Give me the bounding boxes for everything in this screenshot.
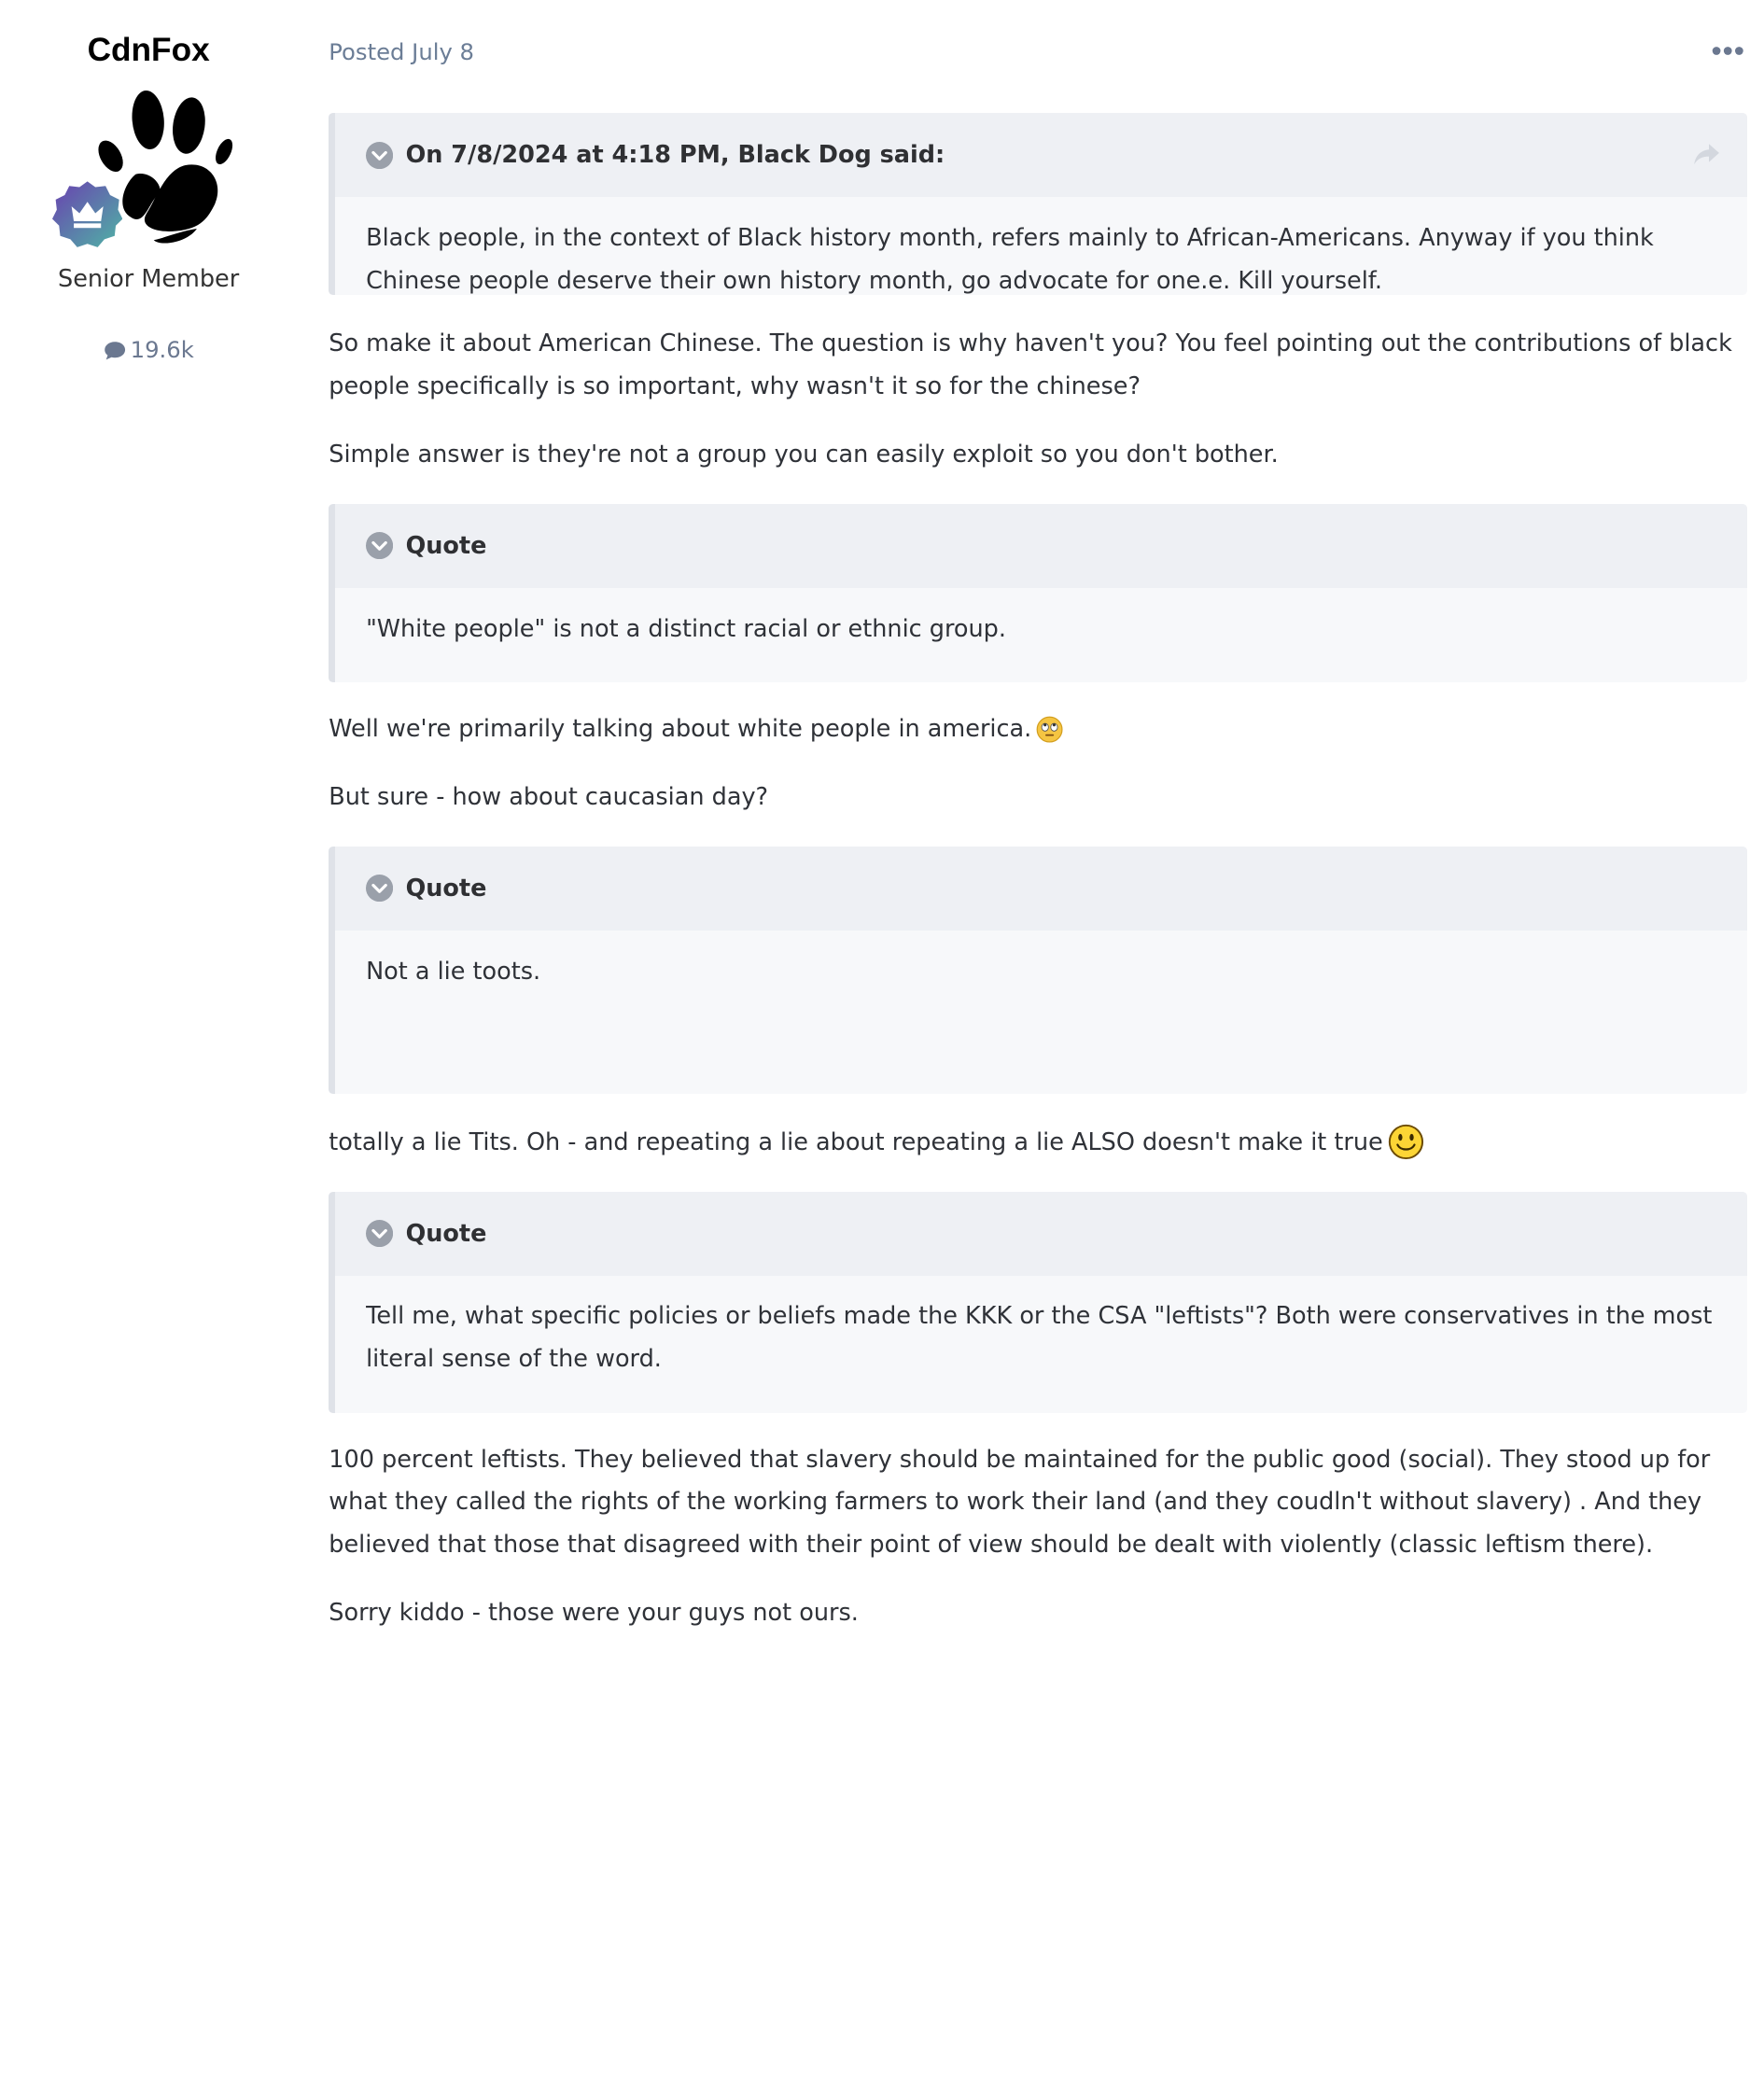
quote-header[interactable] [335,1192,1747,1276]
quote-text: Black people, in the context of Black history month, refers mainly to African-Americans. Anyway if you think Chinese people deserve their own history month, go advocate for one.e. Kill yourself. [366,224,1654,295]
more-options-icon[interactable] [1711,43,1744,59]
post-paragraph-text: Well we're primarily talking about white people in america. [329,714,1032,743]
post-content [329,0,1747,1635]
crown-badge-icon [52,179,122,249]
quote-header[interactable] [335,847,1747,931]
quote-block [329,1192,1747,1413]
post-date[interactable]: Posted July 8 [329,38,474,66]
quote-citation: Quote [405,531,487,560]
quote-header[interactable] [335,504,1747,588]
quote-citation: On 7/8/2024 at 4:18 PM, Black Dog said: [405,141,945,170]
post-meta [329,0,1747,113]
post-paragraph [329,708,1747,751]
chevron-down-icon[interactable] [366,875,393,902]
quote-header[interactable] [335,113,1747,197]
post-paragraph: Sorry kiddo - those were your guys not ours. [329,1599,859,1628]
rolling-eyes-emoji [1036,716,1063,743]
post-paragraph: 100 percent leftists. They believed that slavery should be maintained for the public good (social). They stood up for what they called the rights of the working farmers to work their land (and they coudln't without slavery) . And they believed that those that disagreed with their point of view should be dealt with violently (classic leftism there). [329,1445,1711,1559]
quote-block [329,113,1747,294]
quote-citation: Quote [405,1219,487,1248]
chevron-down-icon[interactable] [366,1220,393,1247]
author-name[interactable]: CdnFox [87,31,210,68]
quote-citation: Quote [405,874,487,903]
chevron-down-icon[interactable] [366,532,393,559]
author-panel [0,0,297,363]
member-rank: Senior Member [58,265,240,294]
post-paragraph: But sure - how about caucasian day? [329,783,769,812]
quote-text: Not a lie toots. [366,957,541,986]
chevron-down-icon[interactable] [366,142,393,169]
smile-emoji [1388,1124,1424,1160]
post-count-value: 19.6k [130,336,194,364]
post-paragraph-text: totally a lie Tits. Oh - and repeating a lie about repeating a lie ALSO doesn't make it true [329,1127,1383,1156]
quote-text: Tell me, what specific policies or beliefs made the KKK or the CSA "leftists"? Both were conservatives in the most literal sense of the word. [366,1302,1713,1373]
post-paragraph [329,1122,1747,1165]
quote-text: "White people" is not a distinct racial or ethnic group. [366,614,1006,643]
avatar[interactable] [52,86,245,256]
post-paragraph: So make it about American Chinese. The question is why haven't you? You feel pointing out the contributions of black people specifically is so important, why wasn't it so for the chinese? [329,329,1732,400]
quote-block [329,847,1747,1094]
share-icon[interactable] [1693,143,1720,165]
comment-icon [104,341,126,361]
quote-block [329,504,1747,682]
post-count[interactable] [0,336,297,363]
post-paragraph: Simple answer is they're not a group you can easily exploit so you don't bother. [329,441,1279,469]
